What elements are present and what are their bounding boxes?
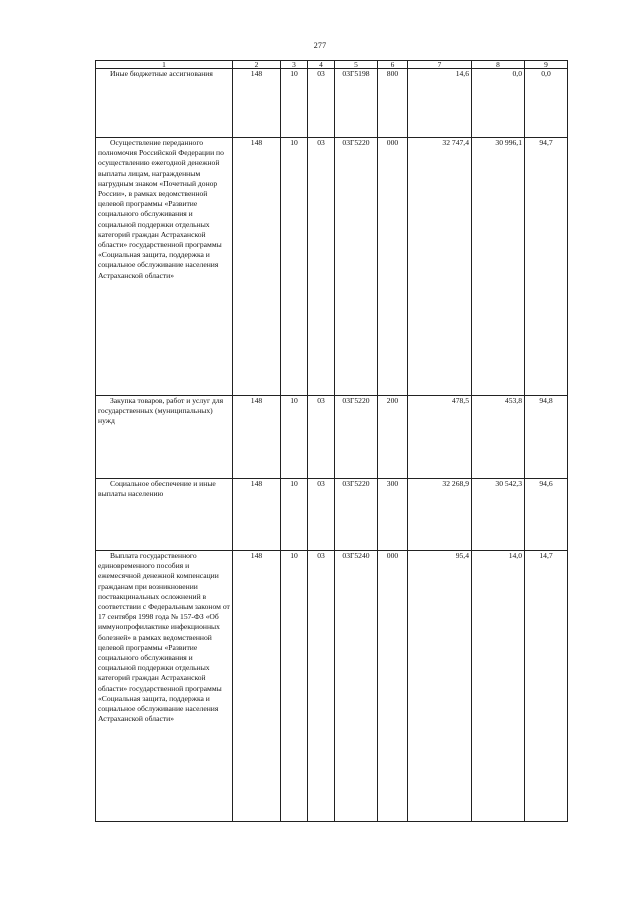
cell-admin-code: 148 [233, 138, 281, 396]
cell-subsection: 03 [308, 551, 335, 822]
cell-actual: 30 996,1 [472, 138, 525, 396]
cell-expense-type: 000 [378, 551, 408, 822]
cell-percent: 94,6 [525, 479, 568, 551]
cell-subsection: 03 [308, 479, 335, 551]
cell-target-article: 03Г5198 [335, 69, 378, 138]
table-row [96, 138, 568, 396]
table-row [96, 551, 568, 822]
table-row [96, 69, 568, 138]
column-header: 3 [281, 61, 308, 69]
cell-section: 10 [281, 551, 308, 822]
column-header: 4 [308, 61, 335, 69]
row-name: Выплата государственного единовременного пособия и ежемесячной денежной компенсации гражданам при возникновении поствакцинальных осложнений в соответствии с Федеральным законом от 17 сентября 1998 года № 157-ФЗ «Об иммунопрофилактике инфекционных болезней» в рамках ведомственной целевой программы «Развитие социального обслуживания и социальной поддержки отдельных категорий граждан Астраханской области» государственной программы «Социальная защита, поддержка и социальное обслуживание населения Астраханской области» [96, 551, 233, 822]
table-row [96, 396, 568, 479]
cell-subsection: 03 [308, 69, 335, 138]
column-header: 9 [525, 61, 568, 69]
cell-plan: 478,5 [408, 396, 472, 479]
budget-table [95, 60, 568, 822]
cell-percent: 14,7 [525, 551, 568, 822]
cell-percent: 94,8 [525, 396, 568, 479]
cell-plan: 32 268,9 [408, 479, 472, 551]
cell-actual: 14,0 [472, 551, 525, 822]
cell-section: 10 [281, 138, 308, 396]
column-header: 1 [96, 61, 233, 69]
cell-expense-type: 200 [378, 396, 408, 479]
cell-actual: 30 542,3 [472, 479, 525, 551]
row-name: Иные бюджетные ассигнования [96, 69, 233, 138]
row-name: Закупка товаров, работ и услуг для государственных (муниципальных) нужд [96, 396, 233, 479]
cell-admin-code: 148 [233, 479, 281, 551]
cell-expense-type: 000 [378, 138, 408, 396]
cell-target-article: 03Г5240 [335, 551, 378, 822]
cell-target-article: 03Г5220 [335, 479, 378, 551]
cell-plan: 14,6 [408, 69, 472, 138]
column-header: 2 [233, 61, 281, 69]
table-row [96, 479, 568, 551]
cell-subsection: 03 [308, 396, 335, 479]
cell-target-article: 03Г5220 [335, 138, 378, 396]
cell-expense-type: 800 [378, 69, 408, 138]
cell-plan: 95,4 [408, 551, 472, 822]
cell-target-article: 03Г5220 [335, 396, 378, 479]
cell-admin-code: 148 [233, 69, 281, 138]
cell-section: 10 [281, 69, 308, 138]
cell-expense-type: 300 [378, 479, 408, 551]
cell-subsection: 03 [308, 138, 335, 396]
cell-section: 10 [281, 479, 308, 551]
column-header: 7 [408, 61, 472, 69]
cell-admin-code: 148 [233, 396, 281, 479]
cell-admin-code: 148 [233, 551, 281, 822]
column-header: 6 [378, 61, 408, 69]
cell-percent: 0,0 [525, 69, 568, 138]
cell-actual: 453,8 [472, 396, 525, 479]
row-name: Осуществление переданного полномочия Российской Федерации по осуществлению ежегодной денежной выплаты лицам, награжденным нагрудным знаком «Почетный донор России», в рамках ведомственной целевой программы «Развитие социального обслуживания и социальной поддержки отдельных категорий граждан Астраханской области» государственной программы «Социальная защита, поддержка и социальное обслуживание населения Астраханской области» [96, 138, 233, 396]
page-number: 277 [313, 41, 327, 50]
cell-plan: 32 747,4 [408, 138, 472, 396]
row-name: Социальное обеспечение и иные выплаты населению [96, 479, 233, 551]
column-header: 8 [472, 61, 525, 69]
column-header: 5 [335, 61, 378, 69]
cell-percent: 94,7 [525, 138, 568, 396]
header-row [96, 61, 568, 69]
cell-actual: 0,0 [472, 69, 525, 138]
cell-section: 10 [281, 396, 308, 479]
